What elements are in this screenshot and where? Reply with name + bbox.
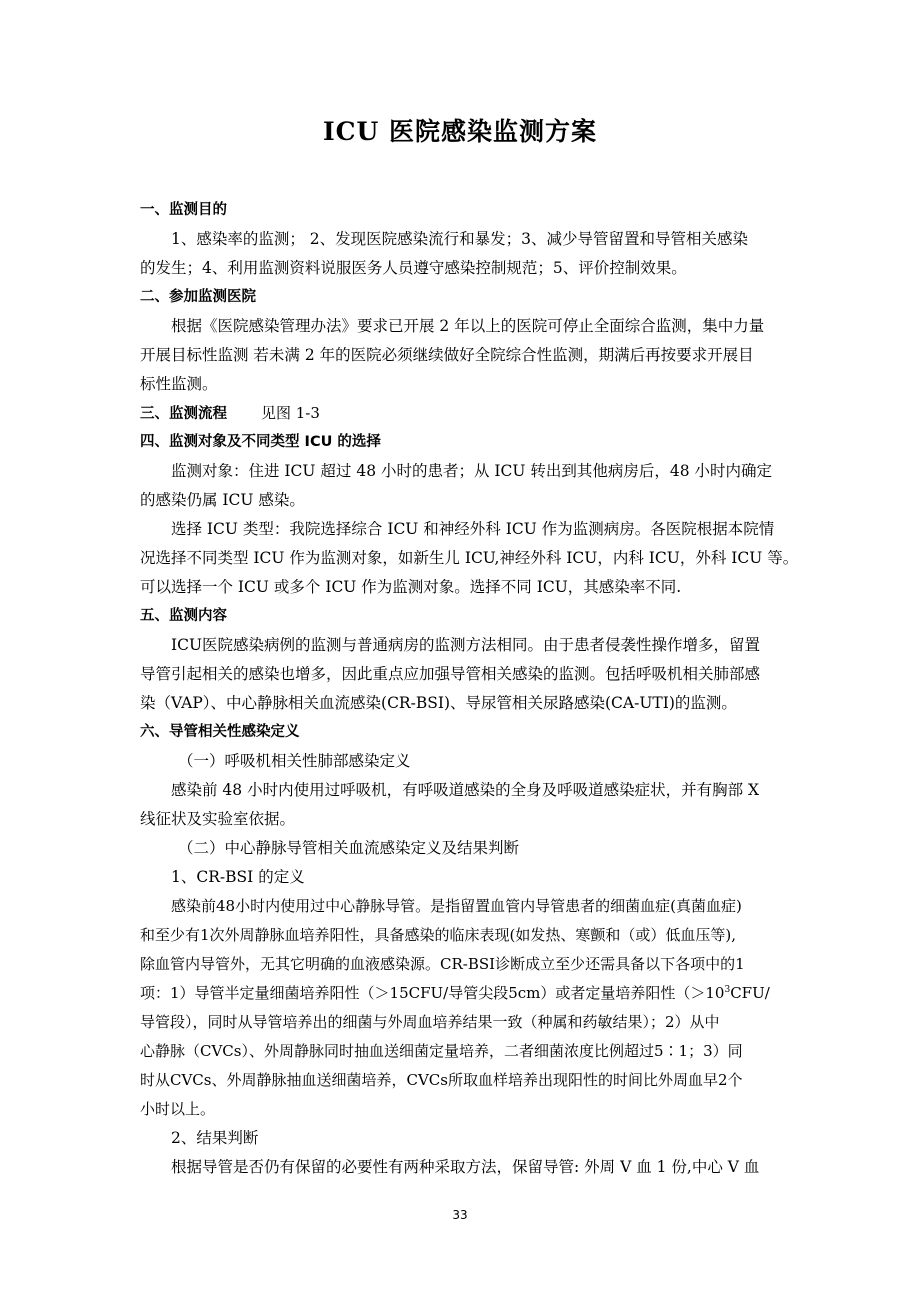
section-heading-definitions: 六、导管相关性感染定义 (140, 724, 300, 740)
section-heading-targets: 四、监测对象及不同类型 ICU 的选择 (140, 434, 381, 450)
paragraph-targets (140, 457, 780, 515)
superscript-exponent: 3 (724, 985, 731, 995)
page-number: 33 (452, 1208, 468, 1222)
text-line: 的感染仍属 ICU 感染。 (140, 491, 305, 509)
section-heading-hospitals: 二、参加监测医院 (140, 289, 256, 305)
text-line: 况选择不同类型 ICU 作为监测对象，如新生儿 ICU,神经外科 ICU，内科 ICU，外科 ICU 等。 (140, 549, 799, 567)
text-line: 时从CVCs、外周静脉抽血送细菌培养，CVCs所取血样培养出现阳性的时间比外周血早2个 (140, 1071, 743, 1089)
text-line: 心静脉（CVCs）、外周静脉同时抽血送细菌定量培养，二者细菌浓度比例超过5∶1；3）同 (140, 1042, 743, 1060)
text-line: 除血管内导管外，无其它明确的血液感染源。CR-BSI诊断成立至少还需具备以下各项中的1 (140, 955, 745, 973)
document-body (140, 196, 799, 1182)
text-line: 导管段），同时从导管培养出的细菌与外周血培养结果一致（种属和药敏结果）；2）从中 (140, 1013, 720, 1031)
subsection-heading-crbsi: （二）中心静脉导管相关血流感染定义及结果判断 (178, 839, 520, 857)
text-line: 染（VAP）、中心静脉相关血流感染(CR-BSI)、导尿管相关尿路感染(CA-UTI)的监测。 (140, 694, 737, 712)
paragraph-result (140, 1153, 780, 1182)
paragraph-icu-types (140, 515, 799, 602)
figure-reference: 见图 1-3 (261, 404, 320, 422)
text-line: 感染前 48 小时内使用过呼吸机，有呼吸道感染的全身及呼吸道感染症状，并有胸部 X (171, 781, 760, 799)
paragraph-vap (140, 776, 780, 834)
paragraph-crbsi (140, 892, 780, 1124)
subsection-heading-vap: （一）呼吸机相关性肺部感染定义 (178, 752, 411, 770)
text-line: 根据《医院感染管理办法》要求已开展 2 年以上的医院可停止全面综合监测，集中力量 (171, 317, 765, 335)
text-segment: 项：1）导管半定量细菌培养阳性（＞15CFU/导管尖段5cm）或者定量培养阳性（＞10 (140, 984, 725, 1002)
section-heading-content: 五、监测内容 (140, 608, 227, 624)
paragraph-content (140, 631, 780, 718)
paragraph-purpose (140, 225, 780, 283)
text-line: 选择 ICU 类型：我院选择综合 ICU 和神经外科 ICU 作为监测病房。各医院根据本院情 (171, 520, 775, 538)
section-heading-purpose: 一、监测目的 (140, 202, 227, 218)
text-line: 开展目标性监测 若未满 2 年的医院必须继续做好全院综合性监测，期满后再按要求开展目 (140, 346, 754, 364)
section-heading-process (140, 399, 780, 428)
text-line: 的发生；4、利用监测资料说服医务人员遵守感染控制规范；5、评价控制效果。 (140, 259, 687, 277)
text-line: 根据导管是否仍有保留的必要性有两种采取方法，保留导管: 外周 V 血 1 份,中心 V 血 (171, 1158, 760, 1176)
text-line: 导管引起相关的感染也增多，因此重点应加强导管相关感染的监测。包括呼吸机相关肺部感 (140, 665, 761, 683)
text-line: 标性监测。 (140, 375, 218, 393)
text-line: 和至少有1次外周静脉血培养阳性，具备感染的临床表现(如发热、寒颤和（或）低血压等), (140, 926, 737, 944)
text-line: 可以选择一个 ICU 或多个 ICU 作为监测对象。选择不同 ICU，其感染率不同. (140, 578, 682, 596)
text-line: 1、感染率的监测； 2、发现医院感染流行和暴发；3、减少导管留置和导管相关感染 (171, 230, 749, 248)
text-line: 线征状及实验室依据。 (140, 810, 296, 828)
item-heading-result: 2、结果判断 (171, 1129, 259, 1147)
text-line: ICU医院感染病例的监测与普通病房的监测方法相同。由于患者侵袭性操作增多，留置 (171, 636, 761, 654)
text-line: 监测对象：住进 ICU 超过 48 小时的患者；从 ICU 转出到其他病房后，48 小时内确定 (171, 462, 773, 480)
paragraph-hospitals (140, 312, 780, 399)
document-title: ICU 医院感染监测方案 (322, 117, 598, 146)
text-segment: CFU/ (730, 984, 770, 1002)
text-line: 感染前48小时内使用过中心静脉导管。是指留置血管内导管患者的细菌血症(真菌血症) (171, 897, 742, 915)
item-heading-crbsi-definition: 1、CR-BSI 的定义 (171, 868, 305, 886)
text-line (109, 979, 780, 1008)
text-line: 小时以上。 (140, 1100, 216, 1118)
section-heading-process-label: 三、监测流程 (140, 406, 227, 422)
